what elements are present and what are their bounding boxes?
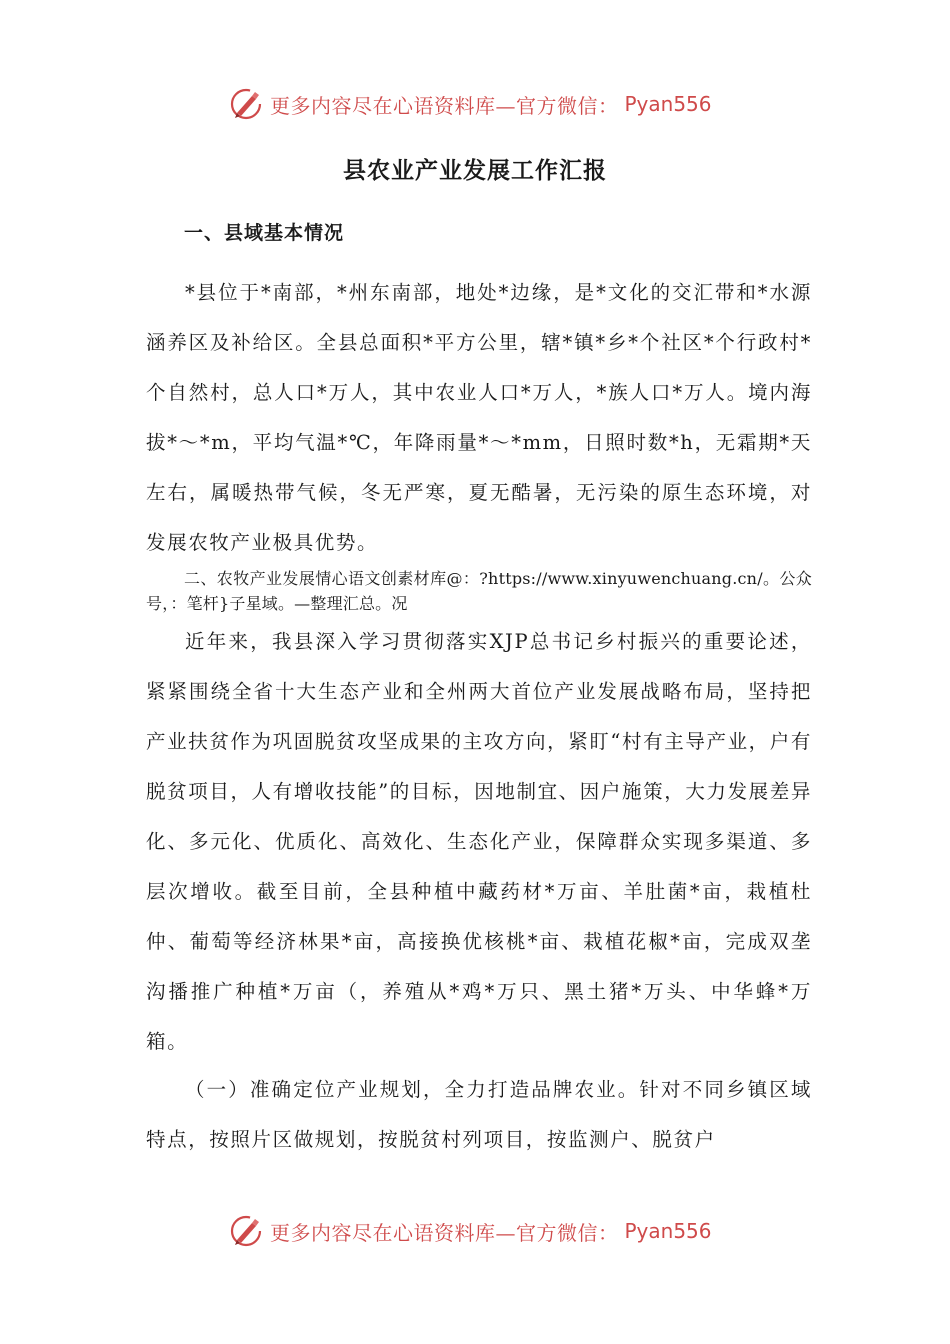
banner-text: 更多内容尽在心语资料库—官方微信： [270, 1220, 619, 1245]
pen-logo-icon [228, 86, 264, 122]
paragraph-section-2-heading: 二、农牧产业发展情心语文创素材库@：?https://www.xinyuwenchuang.cn/。公众号，：笔杆}子星域。—整理汇总。况 [146, 569, 812, 613]
footer-banner [228, 1211, 712, 1251]
document-title: 县农业产业发展工作汇报 [343, 158, 607, 184]
paragraph-planning: （一）准确定位产业规划，全力打造品牌农业。针对不同乡镇区域特点，按照片区做规划，按脱贫村列项目，按监测户、脱贫户 [146, 1078, 812, 1151]
header-banner [228, 84, 712, 124]
banner-text: 更多内容尽在心语资料库—官方微信： [270, 93, 619, 118]
banner-wechat-id: Pyan556 [624, 1219, 712, 1243]
pen-logo-icon [228, 1213, 264, 1249]
paragraph-recent-years: 近年来，我县深入学习贯彻落实XJP总书记乡村振兴的重要论述，紧紧围绕全省十大生态产业和全州两大首位产业发展战略布局，坚持把产业扶贫作为巩固脱贫攻坚成果的主攻方向，紧盯“村有主导产业，户有脱贫项目，人有增收技能”的目标，因地制宜、因户施策，大力发展差异化、多元化、优质化、高效化、生态化产业，保障群众实现多渠道、多层次增收。截至目前，全县种植中藏药材*万亩、羊肚菌*亩，栽植杜仲、葡萄等经济林果*亩，高接换优核桃*亩、栽植花椒*亩，完成双垄沟播推广种植*万亩（，养殖从*鸡*万只、黑土猪*万头、中华蜂*万箱。 [146, 630, 812, 1053]
paragraph-county-overview: *县位于*南部，*州东南部，地处*边缘，是*文化的交汇带和*水源涵养区及补给区。全县总面积*平方公里，辖*镇*乡*个社区*个行政村*个自然村，总人口*万人，其中农业人口*万人，*族人口*万人。境内海拔*～*m，平均气温*℃，年降雨量*～*mm，日照时数*h，无霜期*天左右，属暖热带气候，冬无严寒，夏无酷暑，无污染的原生态环境，对发展农牧产业极具优势。 [146, 281, 812, 554]
section-heading-1: 一、县域基本情况 [184, 222, 345, 244]
banner-wechat-id: Pyan556 [624, 92, 712, 116]
